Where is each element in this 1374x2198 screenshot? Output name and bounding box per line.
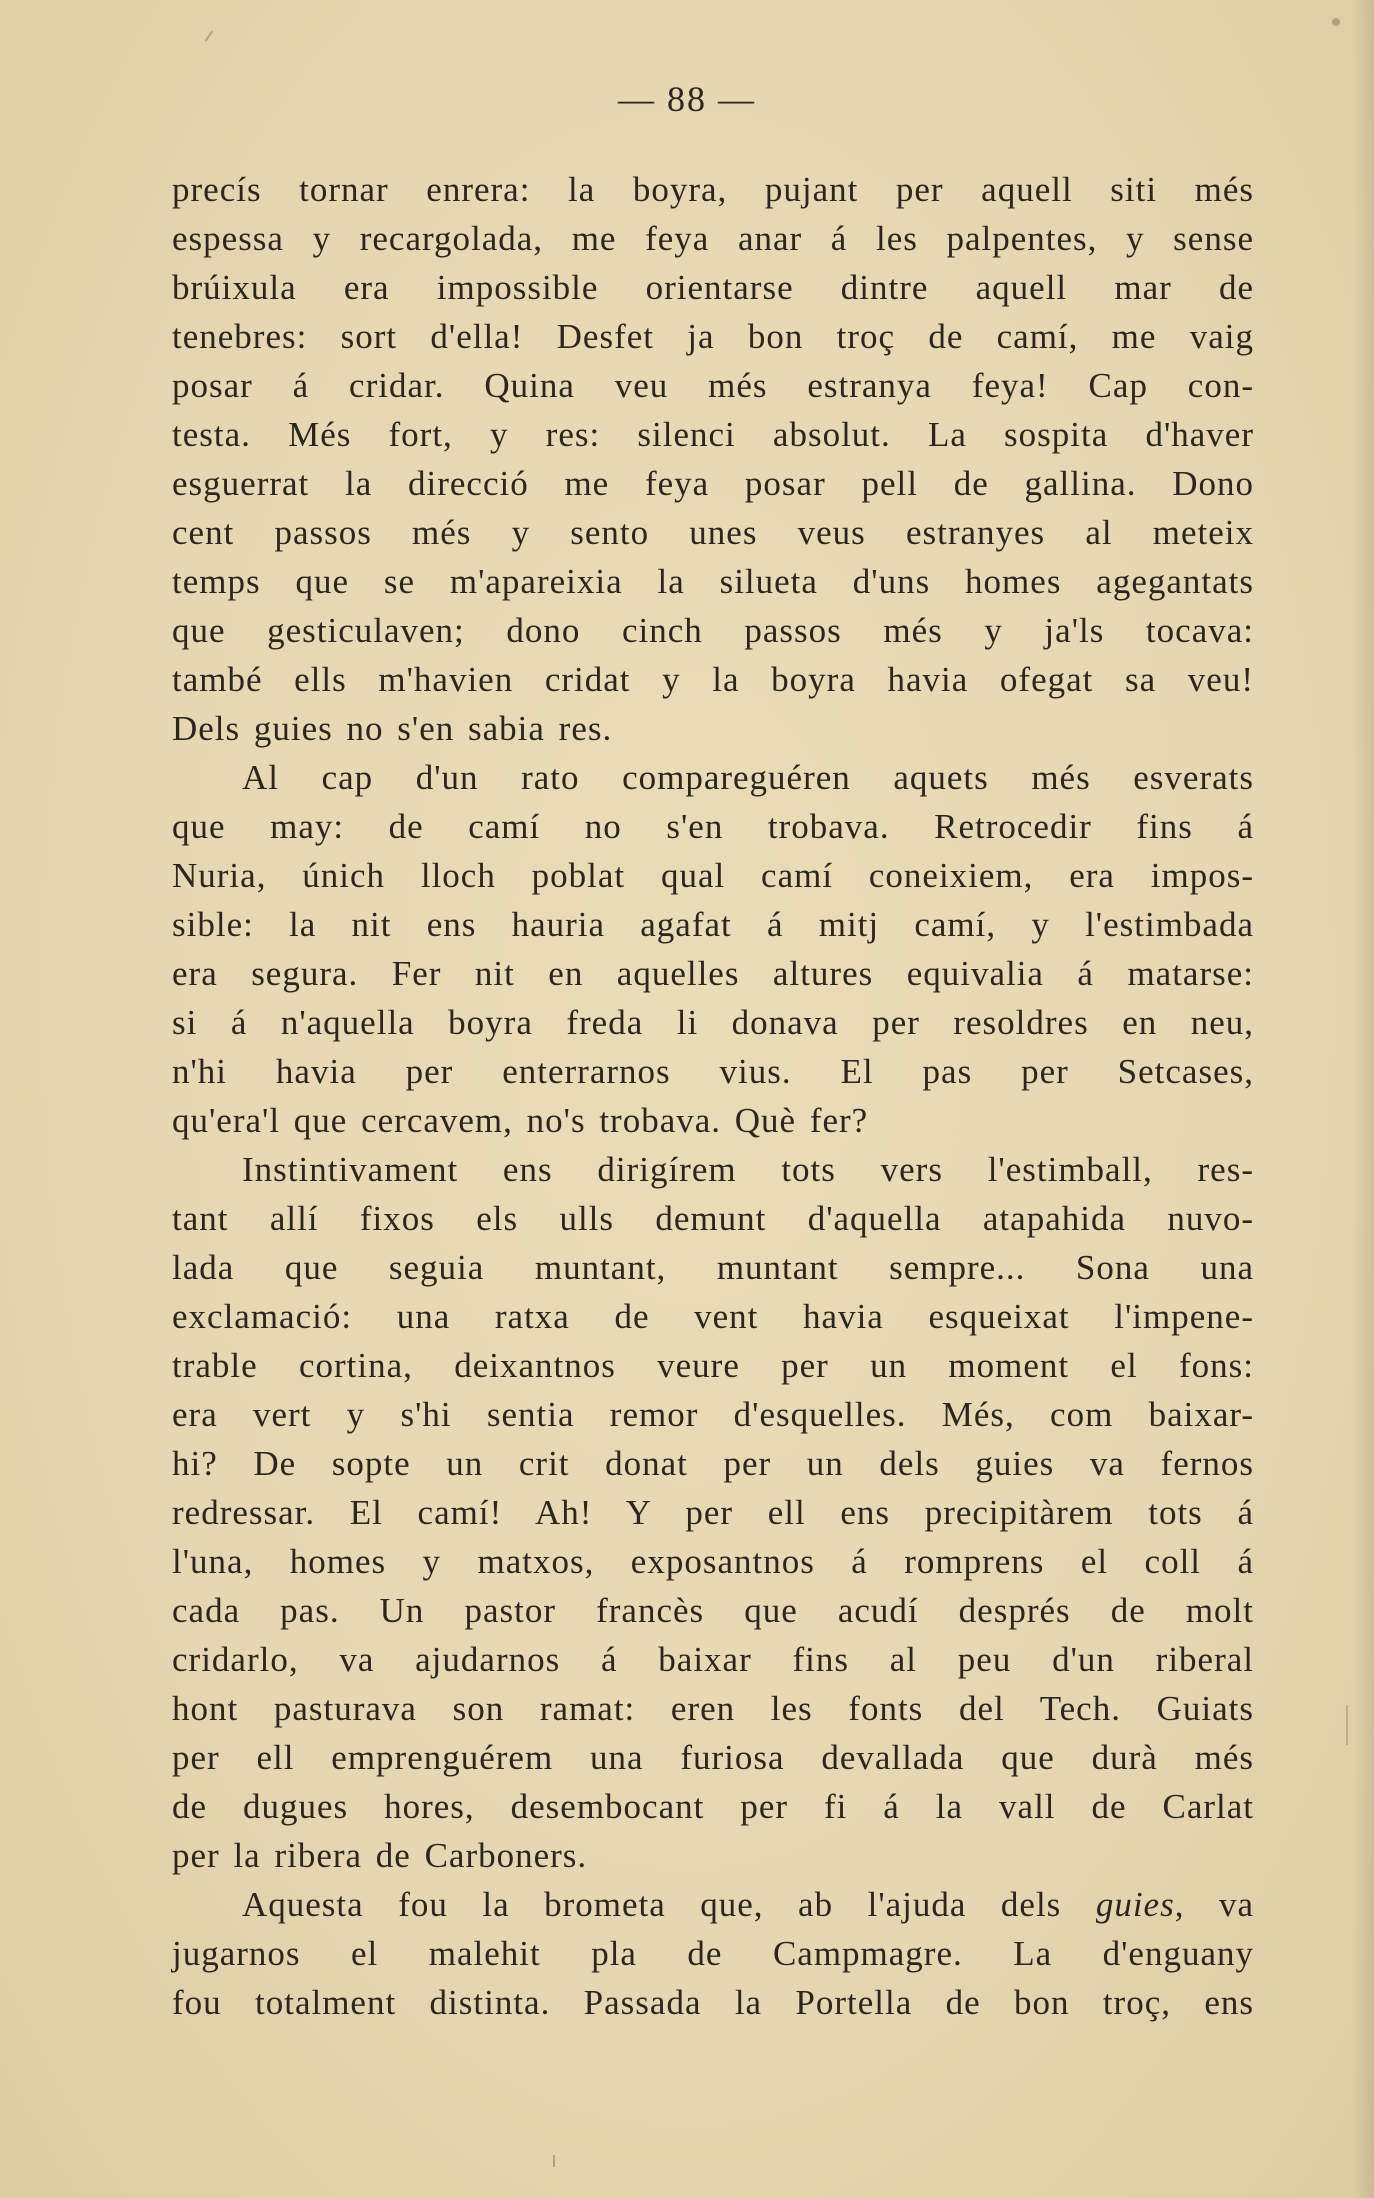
text-line: cada pas. Un pastor francès que acudí després de molt (172, 1591, 1254, 1630)
text-segment: , va (1174, 1885, 1254, 1924)
text-line: de dugues hores, desembocant per fi á la vall de Carlat (172, 1787, 1254, 1826)
text-line: exclamació: una ratxa de vent havia esqueixat l'impene- (172, 1297, 1254, 1336)
paper-speck (205, 31, 214, 42)
text-line: temps que se m'apareixia la silueta d'uns homes agegantats (172, 562, 1254, 601)
text-line: sible: la nit ens hauria agafat á mitj camí, y l'estimbada (172, 905, 1254, 944)
text-line: era vert y s'hi sentia remor d'esquelles. Més, com baixar- (172, 1395, 1254, 1434)
text-line: espessa y recargolada, me feya anar á les palpentes, y sense (172, 219, 1254, 258)
text-line: per ell emprenguérem una furiosa devallada que durà més (172, 1738, 1254, 1777)
italic-word: guies (1095, 1885, 1175, 1924)
text-line: fou totalment distinta. Passada la Portella de bon troç, ens (172, 1983, 1254, 2022)
paragraph-start-line: Al cap d'un rato compareguéren aquets més esverats (242, 758, 1254, 797)
text-line: tant allí fixos els ulls demunt d'aquella atapahida nuvo- (172, 1199, 1254, 1238)
text-line: Nuria, únich lloch poblat qual camí coneixiem, era impos- (172, 856, 1254, 895)
text-line: qu'era'l que cercavem, no's trobava. Què fer? (172, 1101, 869, 1140)
text-line: si á n'aquella boyra freda li donava per resoldres en neu, (172, 1003, 1254, 1042)
text-line: cent passos més y sento unes veus estranyes al meteix (172, 513, 1254, 552)
text-line: lada que seguia muntant, muntant sempre... Sona una (172, 1248, 1254, 1287)
text-line: hi? De sopte un crit donat per un dels guies va fernos (172, 1444, 1254, 1483)
text-line: Dels guies no s'en sabia res. (172, 709, 613, 748)
paper-speck (553, 2155, 555, 2167)
paragraph-start-line (172, 1880, 1254, 1929)
page-edge-shadow (1352, 0, 1374, 2198)
text-line: precís tornar enrera: la boyra, pujant per aquell siti més (172, 170, 1254, 209)
body-text (172, 165, 1254, 2027)
text-line: posar á cridar. Quina veu més estranya feya! Cap con- (172, 366, 1254, 405)
text-line: per la ribera de Carboners. (172, 1836, 588, 1875)
text-line: jugarnos el malehit pla de Campmagre. La d'enguany (172, 1934, 1254, 1973)
text-line: cridarlo, va ajudarnos á baixar fins al peu d'un riberal (172, 1640, 1254, 1679)
text-line: trable cortina, deixantnos veure per un moment el fons: (172, 1346, 1254, 1385)
text-line: que gesticulaven; dono cinch passos més y ja'ls tocava: (172, 611, 1254, 650)
text-segment: Aquesta fou la brometa que, ab l'ajuda dels (242, 1885, 1096, 1924)
text-line: brúixula era impossible orientarse dintre aquell mar de (172, 268, 1254, 307)
paragraph-start-line: Instintivament ens dirigírem tots vers l'estimball, res- (242, 1150, 1254, 1189)
text-line: testa. Més fort, y res: silenci absolut. La sospita d'haver (172, 415, 1254, 454)
paper-speck (1332, 18, 1340, 26)
text-line: era segura. Fer nit en aquelles altures equivalia á matarse: (172, 954, 1254, 993)
page-number: — 88 — (618, 79, 756, 119)
text-line: redressar. El camí! Ah! Y per ell ens precipitàrem tots á (172, 1493, 1254, 1532)
text-line: l'una, homes y matxos, exposantnos á romprens el coll á (172, 1542, 1254, 1581)
text-line: que may: de camí no s'en trobava. Retrocedir fins á (172, 807, 1254, 846)
text-line: també ells m'havien cridat y la boyra havia ofegat sa veu! (172, 660, 1254, 699)
text-line: esguerrat la direcció me feya posar pell de gallina. Dono (172, 464, 1254, 503)
paper-crease (1346, 1705, 1348, 1745)
text-line: hont pasturava son ramat: eren les fonts del Tech. Guiats (172, 1689, 1254, 1728)
text-line: n'hi havia per enterrarnos vius. El pas per Setcases, (172, 1052, 1254, 1091)
text-line: tenebres: sort d'ella! Desfet ja bon troç de camí, me vaig (172, 317, 1254, 356)
